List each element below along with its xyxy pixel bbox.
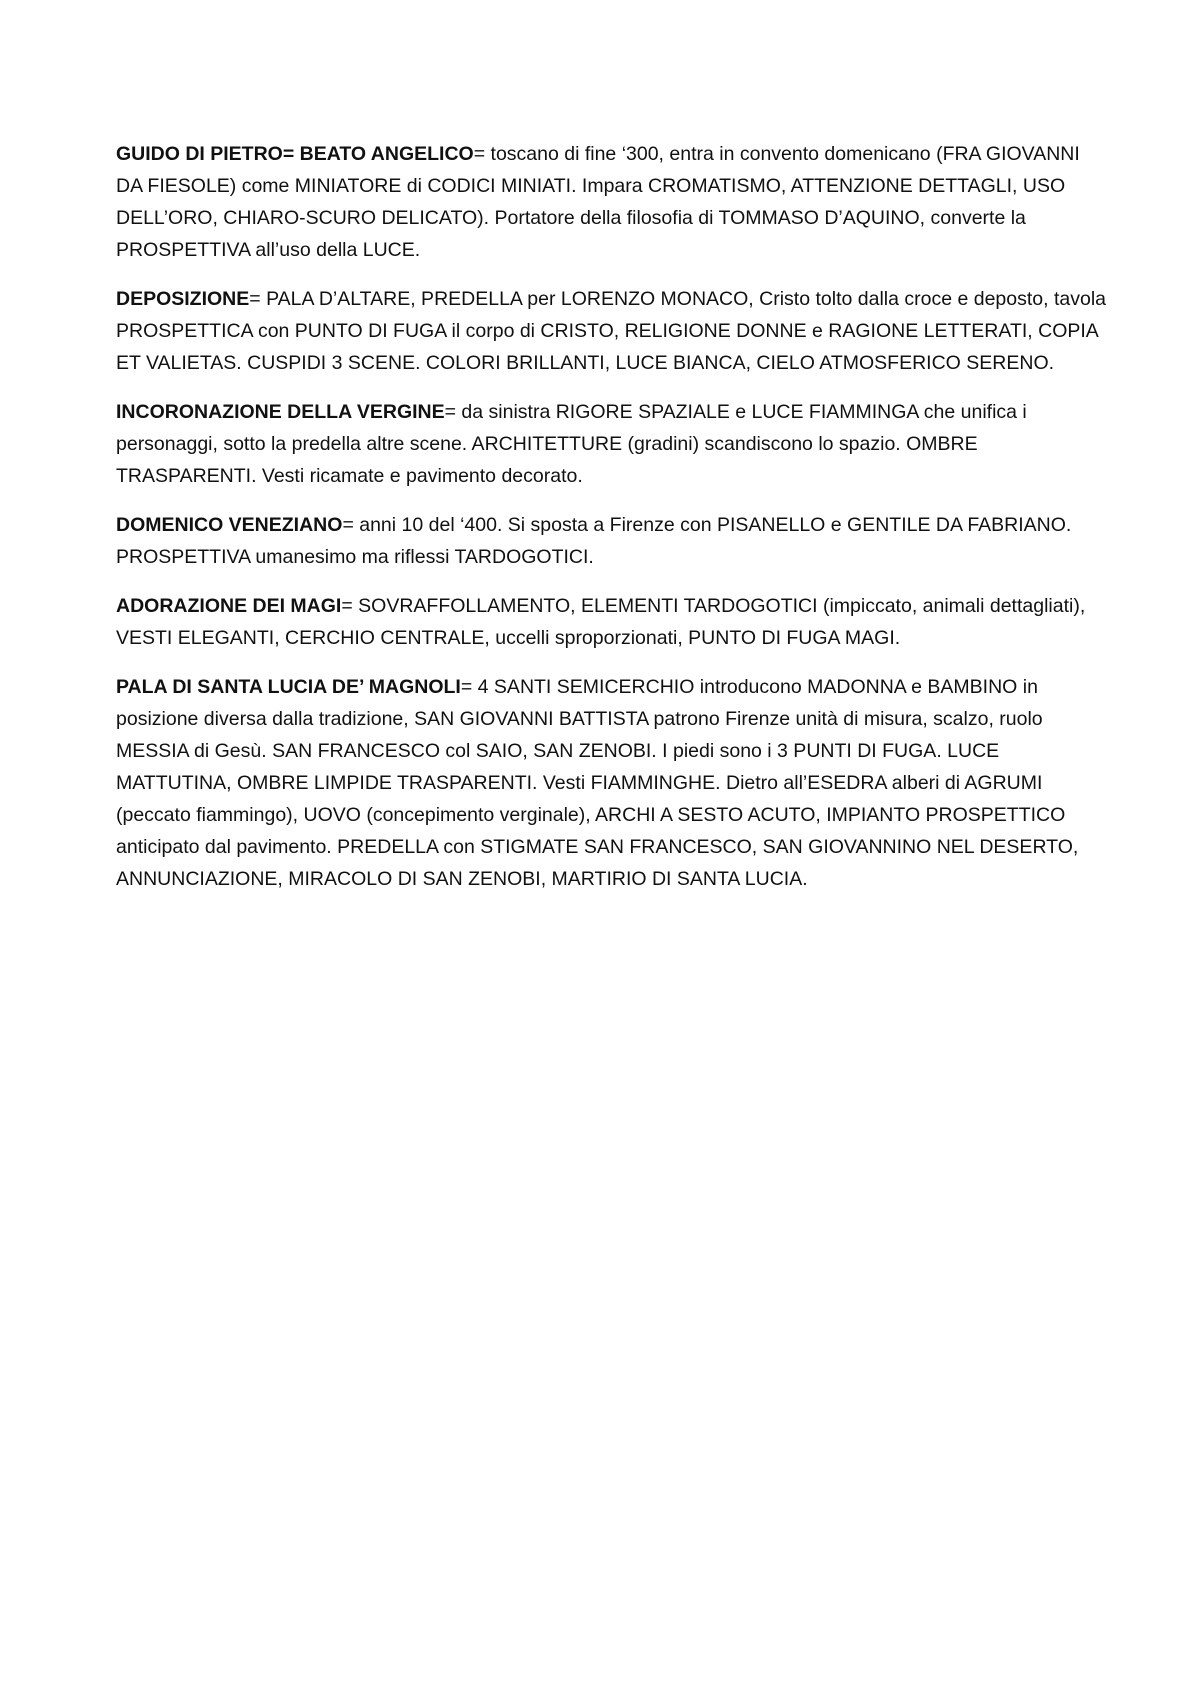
- paragraph-beato-angelico: [116, 138, 1106, 266]
- paragraph-text: = anni 10 del ‘400. Si sposta a Firenze con PISANELLO e GENTILE DA FABRIANO. PROSPETTIVA umanesimo ma riflessi TARDOGOTICI.: [116, 514, 1072, 568]
- paragraph-text: = 4 SANTI SEMICERCHIO introducono MADONNA e BAMBINO in posizione diversa dalla tradizione, SAN GIOVANNI BATTISTA patrono Firenze unità di misura, scalzo, ruolo MESSIA di Gesù. SAN FRANCESCO col SAIO, SAN ZENOBI. I piedi sono i 3 PUNTI DI FUGA. LUCE MATTUTINA, OMBRE LIMPIDE TRASPARENTI. Vesti FIAMMINGHE. Dietro all’ESEDRA alberi di AGRUMI (peccato fiammingo), UOVO (concepimento verginale), ARCHI A SESTO ACUTO, IMPIANTO PROSPETTICO anticipato dal pavimento. PREDELLA con STIGMATE SAN FRANCESCO, SAN GIOVANNINO NEL DESERTO, ANNUNCIAZIONE, MIRACOLO DI SAN ZENOBI, MARTIRIO DI SANTA LUCIA.: [116, 676, 1079, 890]
- paragraph-deposizione: [116, 283, 1106, 379]
- paragraph-text: = PALA D’ALTARE, PREDELLA per LORENZO MONACO, Cristo tolto dalla croce e deposto, tavola PROSPETTICA con PUNTO DI FUGA il corpo di CRISTO, RELIGIONE DONNE e RAGIONE LETTERATI, COPIA ET VALIETAS. CUSPIDI 3 SCENE. COLORI BRILLANTI, LUCE BIANCA, CIELO ATMOSFERICO SERENO.: [116, 288, 1107, 374]
- paragraph-pala-santa-lucia: [116, 671, 1106, 895]
- paragraph-incoronazione: [116, 396, 1106, 492]
- paragraph-text: = SOVRAFFOLLAMENTO, ELEMENTI TARDOGOTICI (impiccato, animali dettagliati), VESTI ELEGANTI, CERCHIO CENTRALE, uccelli sproporzionati, PUNTO DI FUGA MAGI.: [116, 595, 1086, 649]
- paragraph-term: PALA DI SANTA LUCIA DE’ MAGNOLI: [116, 676, 461, 698]
- paragraph-term: ADORAZIONE DEI MAGI: [116, 595, 342, 617]
- paragraph-term: GUIDO DI PIETRO= BEATO ANGELICO: [116, 143, 474, 165]
- paragraph-adorazione-magi: [116, 590, 1106, 654]
- paragraph-term: INCORONAZIONE DELLA VERGINE: [116, 401, 445, 423]
- paragraph-term: DEPOSIZIONE: [116, 288, 250, 310]
- paragraph-text: = da sinistra RIGORE SPAZIALE e LUCE FIAMMINGA che unifica i personaggi, sotto la predella altre scene. ARCHITETTURE (gradini) scandiscono lo spazio. OMBRE TRASPARENTI. Vesti ricamate e pavimento decorato.: [116, 401, 1027, 487]
- paragraph-term: DOMENICO VENEZIANO: [116, 514, 343, 536]
- paragraph-text: = toscano di fine ‘300, entra in convento domenicano (FRA GIOVANNI DA FIESOLE) come MINIATORE di CODICI MINIATI. Impara CROMATISMO, ATTENZIONE DETTAGLI, USO DELL’ORO, CHIARO-SCURO DELICATO). Portatore della filosofia di TOMMASO D’AQUINO, converte la PROSPETTIVA all’uso della LUCE.: [116, 143, 1080, 261]
- paragraph-domenico-veneziano: [116, 509, 1106, 573]
- document-page: [116, 138, 1106, 912]
